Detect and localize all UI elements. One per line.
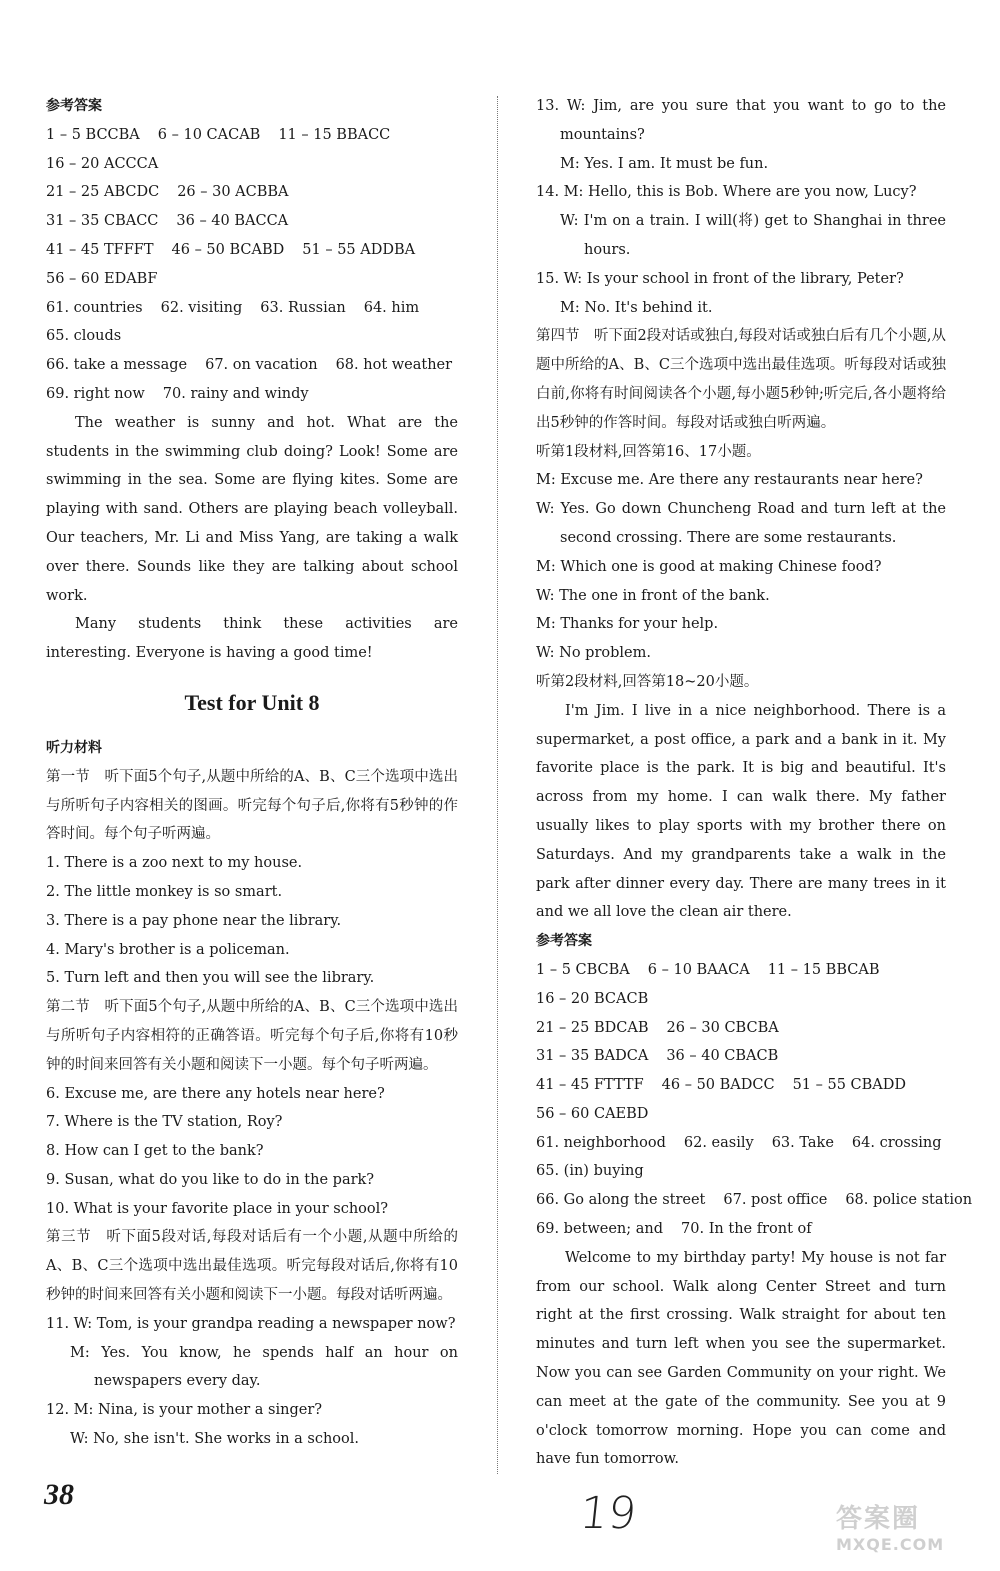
answer-group: 41 – 45 FTTTF: [536, 1077, 644, 1094]
answer-group: 6 – 10 CACAB: [157, 126, 261, 143]
dialogue-question: 11. W: Tom, is your grandpa reading a newspaper now?: [46, 1315, 456, 1332]
list-item: 6. Excuse me, are there any hotels near here?: [46, 1085, 385, 1102]
answer-group: 31 – 35 CBACC: [46, 213, 159, 230]
answer-group: 70. rainy and windy: [162, 385, 309, 402]
answer-group: 67. on vacation: [205, 357, 318, 374]
answer-row: [536, 956, 946, 985]
answer-row: [46, 178, 458, 207]
dialogue-12: [46, 1396, 458, 1454]
answer-group: 51 – 55 ADDBA: [302, 241, 416, 258]
answer-row: [46, 265, 458, 294]
dialogue-line: W: Yes. Go down Chuncheng Road and turn left at the second crossing. There are some restaurants.: [536, 501, 946, 546]
listening-heading: 听力材料: [46, 739, 102, 756]
answer-group: 62. easily: [683, 1134, 754, 1151]
dialogue-line: M: Thanks for your help.: [536, 616, 719, 633]
answer-group: 70. In the front of: [681, 1221, 812, 1238]
dialogue-line: M: Which one is good at making Chinese food?: [536, 558, 882, 575]
page-number: 38: [44, 1478, 74, 1511]
dialogue-line: M: Excuse me. Are there any restaurants near here?: [536, 472, 923, 489]
answer-group: 16 – 20 ACCCA: [46, 155, 159, 172]
dialogue-line: W: No problem.: [536, 645, 651, 662]
dialogue-answer: M: Yes. I am. It must be fun.: [560, 155, 769, 172]
dialogue-question: 13. W: Jim, are you sure that you want to go to the mountains?: [536, 98, 946, 143]
answer-group: 21 – 25 BDCAB: [536, 1019, 649, 1036]
watermark-top: 答案圈: [836, 1504, 921, 1534]
list-item: 1. There is a zoo next to my house.: [46, 855, 303, 872]
dialogue-question: 15. W: Is your school in front of the library, Peter?: [536, 270, 904, 287]
answer-group: 67. post office: [723, 1192, 828, 1209]
answer-group: 36 – 40 BACCA: [176, 213, 289, 230]
dialogue-line: W: The one in front of the bank.: [536, 587, 770, 604]
essay-paragraph-1: The weather is sunny and hot. What are the students in the swimming club doing? Look! Some are swimming in the sea. Some are flying kites. Some are playing with sand. Others are playing beach volleyball. Our teachers, Mr. Li and Miss Yang, are taking a walk over there. Sounds like they are talking about school work.: [46, 414, 458, 604]
answer-group: 69. between; and: [536, 1221, 664, 1238]
answer-group: 41 – 45 TFFFT: [46, 241, 154, 258]
answer-group: 46 – 50 BCABD: [171, 241, 285, 258]
answer-group: 31 – 35 BADCA: [536, 1048, 649, 1065]
answer-row: [536, 985, 946, 1014]
answer-row: [536, 1014, 946, 1043]
answer-group: 63. Russian: [260, 299, 346, 316]
watermark-bottom: MXQE.COM: [836, 1535, 945, 1554]
watermark-logo: [836, 1498, 986, 1568]
list-item: 3. There is a pay phone near the library.: [46, 912, 342, 929]
answer-row: [46, 322, 458, 351]
answer-key-left: [46, 121, 458, 409]
list-item: 7. Where is the TV station, Roy?: [46, 1114, 283, 1131]
dialogue-11: [46, 1310, 458, 1396]
answer-group: 36 – 40 CBACB: [666, 1048, 779, 1065]
material-2-monologue: I'm Jim. I live in a nice neighborhood. There is a supermarket, a post office, a park and a bank in it. My favorite place is the park. It is big and beautiful. It's across from my home. I can walk there. My father usually likes to play sports with my brother there on Saturdays. And my grandparents take a walk in the park after dinner every day. There are many trees in it and we all love the clean air there.: [536, 702, 946, 921]
list-item: 9. Susan, what do you like to do in the park?: [46, 1171, 375, 1188]
answer-row: [536, 1129, 946, 1158]
answer-group: 21 – 25 ABCDC: [46, 184, 160, 201]
answer-row: [536, 1100, 946, 1129]
answer-row: [46, 294, 458, 323]
answer-group: 46 – 50 BADCC: [661, 1077, 775, 1094]
answer-group: 61. countries: [46, 299, 143, 316]
list-item: 5. Turn left and then you will see the library.: [46, 970, 375, 987]
answer-group: 56 – 60 EDABF: [46, 270, 158, 287]
material-1-dialogue: [536, 466, 946, 668]
answer-group: 11 – 15 BBACC: [278, 126, 391, 143]
answer-group: 64. him: [363, 299, 420, 316]
dialogue-answer: W: No, she isn't. She works in a school.: [70, 1431, 360, 1448]
answer-group: 69. right now: [46, 385, 145, 402]
answer-group: 1 – 5 CBCBA: [536, 961, 630, 978]
material-2-label: 听第2段材料,回答第18~20小题。: [536, 673, 759, 690]
dialogue-13: [536, 92, 946, 178]
section-4-instructions: 第四节 听下面2段对话或独白,每段对话或独白后有几个小题,从题中所给的A、B、C三个选项中选出最佳选项。听每段对话或独白前,你将有时间阅读各个小题,每小题5秒钟;听完后,各小题将给出5秒钟的作答时间。每段对话或独白听两遍。: [536, 328, 946, 431]
answer-group: 61. neighborhood: [536, 1134, 666, 1151]
answer-row: [536, 1215, 946, 1244]
answers-heading-right: 参考答案: [536, 933, 592, 950]
answer-group: 66. take a message: [46, 357, 188, 374]
answer-row: [536, 1186, 973, 1215]
material-1-label: 听第1段材料,回答第16、17小题。: [536, 443, 761, 460]
list-item: 4. Mary's brother is a policeman.: [46, 941, 290, 958]
essay-paragraph-2: Many students think these activities are interesting. Everyone is having a good time!: [46, 616, 458, 662]
answer-group: 1 – 5 BCCBA: [46, 126, 140, 143]
column-divider: [497, 96, 498, 1474]
answer-row: [46, 207, 458, 236]
answer-key-right: [536, 956, 973, 1244]
section-2-items: [46, 1080, 458, 1224]
answer-group: 26 – 30 ACBBA: [177, 184, 289, 201]
answer-row: [536, 1071, 946, 1100]
answer-group: 63. Take: [771, 1134, 834, 1151]
answers-heading-left: 参考答案: [46, 98, 102, 114]
answer-row: [46, 236, 458, 265]
list-item: 8. How can I get to the bank?: [46, 1143, 264, 1160]
answer-group: 26 – 30 CBCBA: [666, 1019, 779, 1036]
list-item: 10. What is your favorite place in your school?: [46, 1200, 389, 1217]
answer-group: 65. clouds: [46, 328, 122, 345]
answer-row: [46, 351, 458, 380]
answer-row: [536, 1157, 946, 1186]
handwritten-note: 19: [577, 1488, 639, 1539]
essay-right: Welcome to my birthday party! My house is not far from our school. Walk along Center Street and turn right at the first crossing. Walk straight for about ten minutes and turn left when you see the supermarket. Now you can see Garden Community on your right. We can meet at the gate of the community. See you at 9 o'clock tomorrow morning. Hope you can come and have fun tomorrow.: [536, 1249, 946, 1468]
answer-group: 68. hot weather: [335, 357, 453, 374]
dialogue-15: [536, 265, 946, 323]
section-2-instructions: 第二节 听下面5个句子,从题中所给的A、B、C三个选项中选出与所听句子内容相符的正确答语。听完每个句子后,你将有10秒钟的时间来回答有关小题和阅读下一小题。每个句子听两遍。: [46, 999, 458, 1073]
dialogue-answer: W: I'm on a train. I will(将) get to Shanghai in three hours.: [560, 213, 946, 258]
answer-row: [46, 121, 458, 150]
right-column: [536, 92, 973, 1474]
unit-title: Test for Unit 8: [184, 689, 320, 715]
dialogue-answer: M: Yes. You know, he spends half an hour on newspapers every day.: [70, 1344, 458, 1390]
dialogue-question: 14. M: Hello, this is Bob. Where are you now, Lucy?: [536, 184, 917, 201]
answer-group: 65. (in) buying: [536, 1163, 644, 1180]
left-column: [46, 92, 458, 1454]
answer-group: 68. police station: [845, 1192, 973, 1209]
answer-group: 56 – 60 CAEBD: [536, 1105, 649, 1122]
dialogue-question: 12. M: Nina, is your mother a singer?: [46, 1402, 323, 1419]
dialogue-answer: M: No. It's behind it.: [560, 299, 713, 316]
answer-group: 64. crossing: [851, 1134, 942, 1151]
section-3-instructions: 第三节 听下面5段对话,每段对话后有一个小题,从题中所给的A、B、C三个选项中选出最佳选项。听完每段对话后,你将有10秒钟的时间来回答有关小题和阅读下一小题。每段对话听两遍。: [46, 1229, 458, 1304]
answer-row: [46, 380, 458, 409]
list-item: 2. The little monkey is so smart.: [46, 883, 283, 900]
answer-row: [536, 1042, 946, 1071]
section-1-items: [46, 849, 458, 993]
section-1-instructions: 第一节 听下面5个句子,从题中所给的A、B、C三个选项中选出与所听句子内容相关的图画。听完每个句子后,你将有5秒钟的作答时间。每个句子听两遍。: [46, 768, 458, 843]
answer-group: 66. Go along the street: [536, 1192, 706, 1209]
answer-group: 62. visiting: [160, 299, 243, 316]
answer-group: 16 – 20 BCACB: [536, 990, 649, 1007]
dialogue-14: [536, 178, 946, 264]
answer-row: [46, 150, 458, 179]
answer-group: 11 – 15 BBCAB: [767, 961, 880, 978]
answer-group: 51 – 55 CBADD: [792, 1077, 907, 1094]
answer-group: 6 – 10 BAACA: [647, 961, 750, 978]
